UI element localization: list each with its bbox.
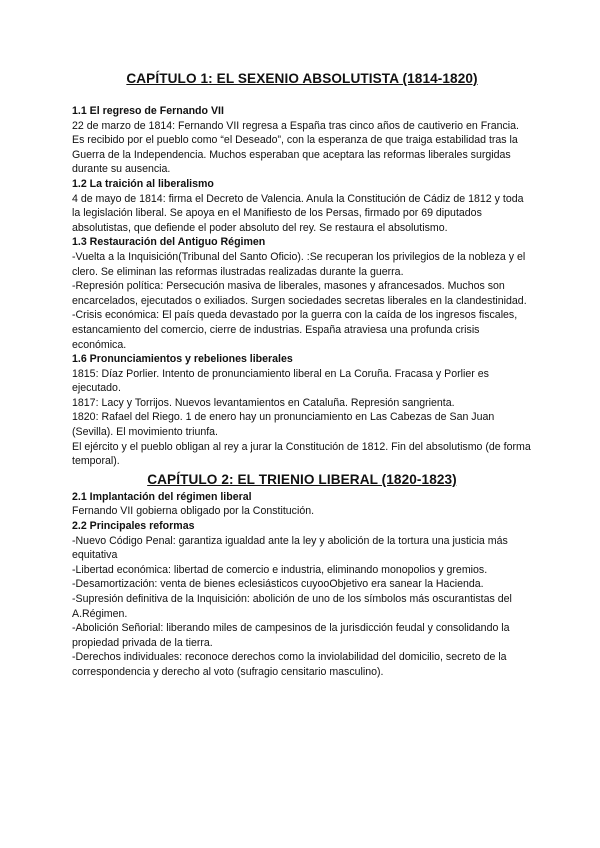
economic-crisis-paragraph: -Crisis económica: El país queda devastado por la guerra con la caída de los ingresos fiscales, estancamiento del comercio, cierre de industrias. España atraviesa una profunda crisis económica. [72, 309, 518, 351]
economic-freedom-paragraph: -Libertad económica: libertad de comercio e industria, eliminando monopolios y gremios. [72, 563, 488, 576]
section-1-2-heading: 1.2 La traición al liberalismo [72, 177, 214, 190]
section-2-2-heading: 2.2 Principales reformas [72, 520, 195, 533]
section-1-6 [72, 352, 532, 469]
constitution-oath-paragraph: El ejército y el pueblo obligan al rey a jurar la Constitución de 1812. Fin del absolutismo (de forma temporal). [72, 440, 531, 468]
section-2-1-paragraph: Fernando VII gobierna obligado por la Constitución. [72, 505, 315, 518]
section-2-1 [72, 490, 532, 519]
section-1-6-heading: 1.6 Pronunciamientos y rebeliones liberales [72, 353, 293, 366]
riego-1820-paragraph: 1820: Rafael del Riego. 1 de enero hay un pronunciamiento en Las Cabezas de San Juan (Sevilla). El movimiento triunfa. [72, 411, 495, 439]
section-1-1-paragraph: 22 de marzo de 1814: Fernando VII regresa a España tras cinco años de cautiverio en Francia. Es recibido por el pueblo como “el Deseado”, con la esperanza de que traiga estabilidad tras la Guerra de la Independencia. Muchos esperaban que aceptara las reformas liberales surgidas durante su ausencia. [72, 119, 519, 176]
document-body [72, 70, 532, 680]
inquisition-paragraph: -Vuelta a la Inquisición(Tribunal del Santo Oficio). :Se recuperan los privilegios de la nobleza y el clero. Se eliminan las reformas ilustradas realizadas durante la guerra. [72, 250, 526, 278]
section-1-3-heading: 1.3 Restauración del Antiguo Régimen [72, 236, 266, 249]
individual-rights-paragraph: -Derechos individuales: reconoce derechos como la inviolabilidad del domicilio, secreto de la correspondencia y derecho al voto (sufragio censitario masculino). [72, 651, 507, 678]
porlier-1815-paragraph: 1815: Díaz Porlier. Intento de pronunciamiento liberal en La Coruña. Fracasa y Porlier es ejecutado. [72, 367, 489, 395]
political-repression-paragraph: -Represión política: Persecución masiva de liberales, masones y afrancesados. Muchos son encarcelados, ejecutados o exiliados. Surgen sociedades secretas liberales en la clandestinidad. [72, 280, 527, 307]
chapter-2-title: CAPÍTULO 2: EL TRIENIO LIBERAL (1820-1823) [147, 471, 457, 487]
section-1-3 [72, 235, 532, 352]
penal-code-paragraph: -Nuevo Código Penal: garantiza igualdad ante la ley y abolición de la tortura una justicia más equitativa [72, 534, 508, 562]
inquisition-suppression-paragraph: -Supresión definitiva de la Inquisición: abolición de uno de los símbolos más oscurantistas del A.Régimen. [72, 593, 512, 620]
seigneurial-abolition-paragraph: -Abolición Señorial: liberando miles de campesinos de la jurisdicción feudal y consolidando la propiedad privada de la tierra. [72, 622, 510, 649]
section-1-2-paragraph: 4 de mayo de 1814: firma el Decreto de Valencia. Anula la Constitución de Cádiz de 1812 y toda la legislación liberal. Se apoya en el Manifiesto de los Persas, firmado por 69 diputados absolutistas, que defiende el poder absoluto del rey. Se restaura el absolutismo. [72, 192, 524, 234]
section-2-2 [72, 519, 532, 680]
lacy-torrijos-1817-paragraph: 1817: Lacy y Torrijos. Nuevos levantamientos en Cataluña. Represión sangrienta. [72, 396, 455, 409]
section-2-1-heading: 2.1 Implantación del régimen liberal [72, 490, 252, 503]
section-1-1-heading: 1.1 El regreso de Fernando VII [72, 105, 224, 117]
section-1-1 [72, 104, 532, 177]
desamortizacion-paragraph: -Desamortización: venta de bienes eclesiásticos cuyooObjetivo era sanear la Hacienda. [72, 578, 484, 591]
chapter-1-title: CAPÍTULO 1: EL SEXENIO ABSOLUTISTA (1814-1820) [126, 71, 478, 86]
section-1-2 [72, 177, 532, 235]
